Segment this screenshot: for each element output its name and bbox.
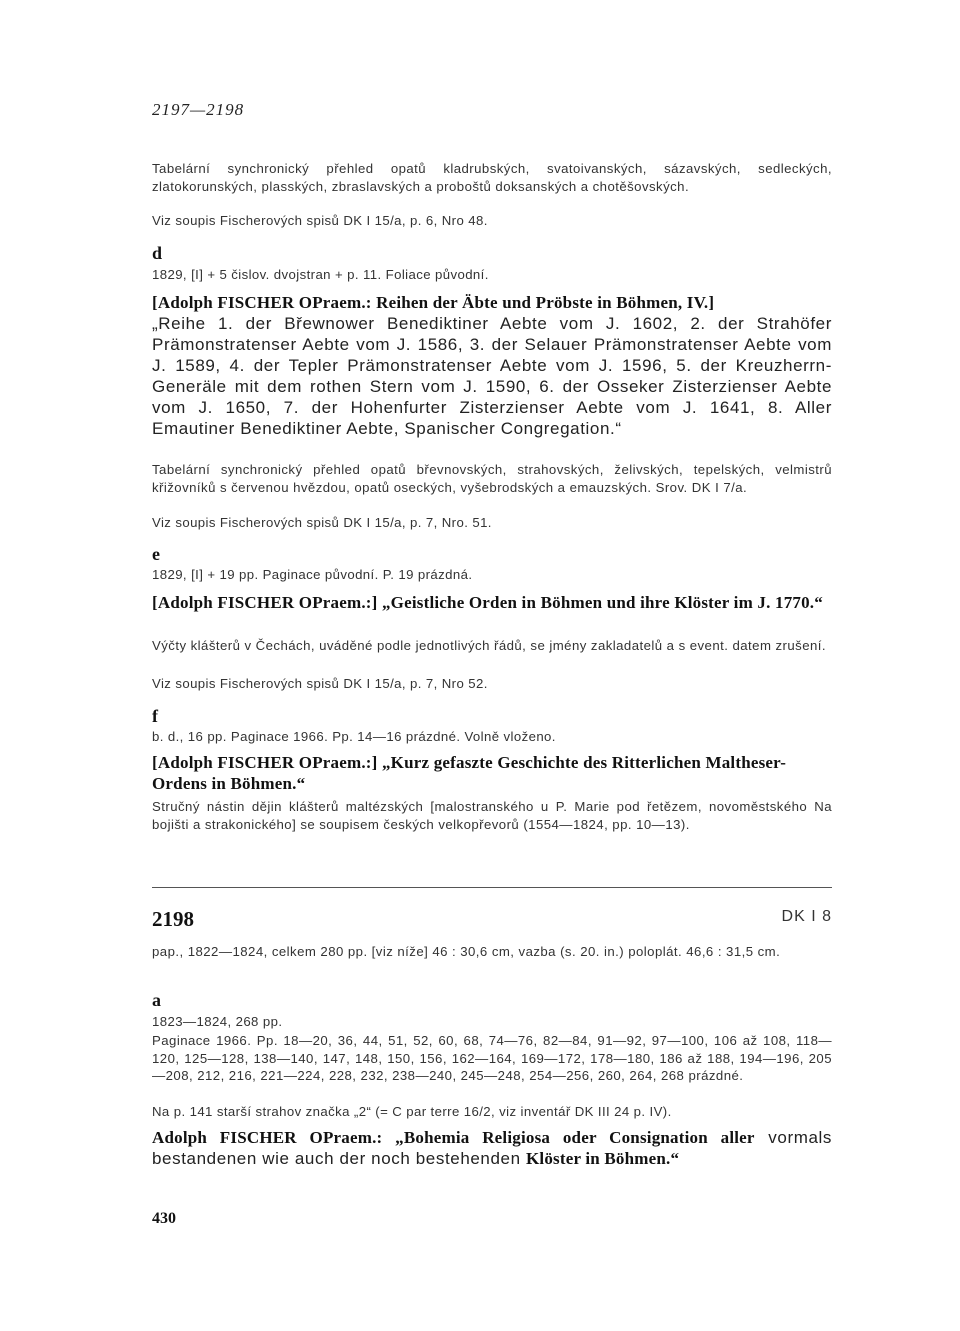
section-letter-f: f [152, 706, 158, 726]
section-letter-d: d [152, 243, 163, 263]
entry-pagination: Paginace 1966. Pp. 18—20, 36, 44, 51, 52, 60, 68, 74—76, 82—84, 91—92, 97—100, 106 až 108, 118—120, 125—128, 138—140, 147, 148, 150, 156, 162—164, 169—172, 178—180, 186 až 188, 194—196, 205—208, 212, 216, 221—224, 228, 232, 238—240, 245—248, 254—256, 260, 264, 268 prázdné. [152, 1033, 832, 1083]
section-letter-e: e [152, 544, 160, 564]
intro-reference: Viz soupis Fischerových spisů DK I 15/a, p. 6, Nro 48. [152, 213, 488, 228]
section-d-description: Tabelární synchronický přehled opatů břevnovských, strahovských, želivských, tepelských, velmistrů křižovníků s červenou hvězdou, opatů oseckých, vyšebrodských a emauzských. Srov. DK I 7/a. [152, 462, 832, 495]
section-d-reference: Viz soupis Fischerových spisů DK I 15/a, p. 7, Nro. 51. [152, 515, 492, 530]
entry-title-text: vormals bestandenen wie auch der noch bestehenden [152, 1128, 833, 1168]
entry-title-bold-2: Klöster in Böhmen.“ [525, 1149, 680, 1168]
entry-note: Na p. 141 starší strahov značka „2“ (= C par terre 16/2, viz inventář DK III 24 p. IV). [152, 1104, 672, 1119]
section-d-meta: 1829, [I] + 5 čislov. dvojstran + p. 11. Foliace původní. [152, 267, 489, 282]
section-f-meta: b. d., 16 pp. Paginace 1966. Pp. 14—16 prázdné. Volně vloženo. [152, 729, 556, 744]
entry-title [152, 1127, 832, 1169]
section-e-meta: 1829, [I] + 19 pp. Paginace původní. P. 19 prázdná. [152, 567, 473, 582]
section-f-description: Stručný nástin dějin klášterů maltézských [malostranského u P. Marie pod řetězem, novoměstského Na bojišti a strakonického] se soupisem českých velkopřevorů (1554—1824, pp. 10—13). [152, 799, 832, 832]
entry-title-bold-1: Adolph FISCHER OPraem.: „Bohemia Religiosa oder Consignation aller [152, 1128, 755, 1147]
section-e-title-bold: [Adolph FISCHER OPraem.:] „Geistliche Orden in Böhmen und ihre Klöster im J. 1770.“ [152, 593, 823, 612]
section-e-description: Výčty klášterů v Čechách, uváděné podle jednotlivých řádů, se jmény zakladatelů a s event. datem zrušení. [152, 638, 826, 653]
intro-description: Tabelární synchronický přehled opatů kladrubských, svatoivanských, sázavských, sedleckých, zlatokorunských, plasských, zbraslavských a proboštů doksanských a chotěšovských. [152, 161, 832, 194]
section-d-title-text: „Reihe 1. der Břewnower Benediktiner Aebte vom J. 1602, 2. der Strahöfer Prämonstratenser Aebte vom J. 1586, 3. der Selauer Prämonstratenser Aebte vom J. 1589, 4. der Tepler Prämonstratenser Aebte vom J. 1596, 5. der Kreuzherrn-Generäle mit dem rothen Stern vom J. 1590, 6. der Osseker Zisterzienser Aebte vom J. 1650, 7. der Hohenfurter Zisterzienser Aebte vom J. 1641, 8. Aller Emautiner Benediktiner Aebte, Spanischer Congregation.“ [152, 314, 832, 438]
page-header-range: 2197—2198 [152, 100, 245, 119]
section-d-title-bold: [Adolph FISCHER OPraem.: Reihen der Äbte und Pröbste in Böhmen, IV.] [152, 293, 715, 312]
entry-description: pap., 1822—1824, celkem 280 pp. [viz níže] 46 : 30,6 cm, vazba (s. 20. in.) poloplát. 46,6 : 31,5 cm. [152, 944, 781, 959]
entry-signature: DK I 8 [781, 908, 832, 925]
entry-meta: 1823—1824, 268 pp. [152, 1014, 283, 1029]
section-e-reference: Viz soupis Fischerových spisů DK I 15/a, p. 7, Nro 52. [152, 676, 488, 691]
section-divider [152, 887, 832, 888]
section-f-title-bold: [Adolph FISCHER OPraem.:] „Kurz gefaszte Geschichte des Ritterlichen Maltheser-Ordens in Böhmen.“ [152, 753, 787, 793]
page-number: 430 [152, 1210, 176, 1227]
entry-letter-a: a [152, 990, 161, 1010]
entry-number: 2198 [152, 907, 194, 931]
